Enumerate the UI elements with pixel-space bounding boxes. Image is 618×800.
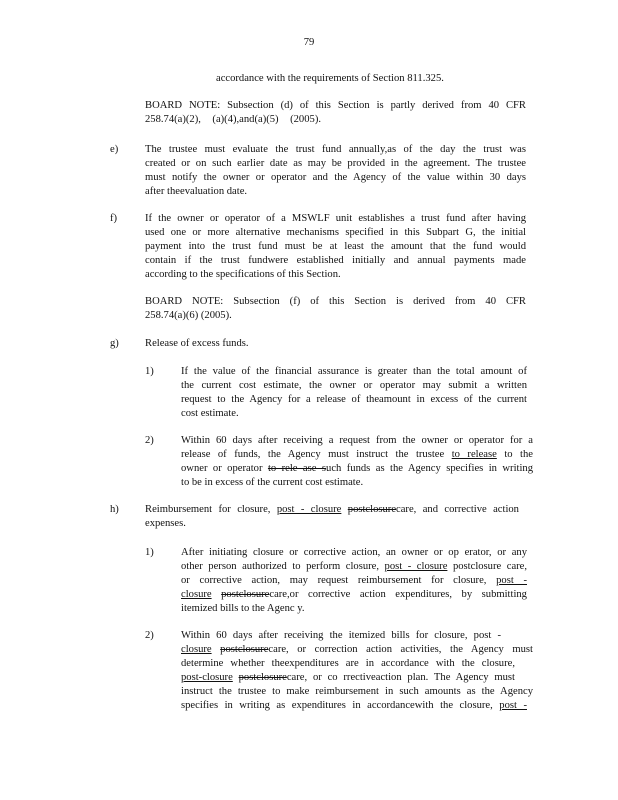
paragraph-line: request to the Agency for a release of theamount in excess of the current xyxy=(181,394,527,405)
paragraph-line: according to the specifications of this Section. xyxy=(145,269,341,280)
item-h2-text xyxy=(181,629,533,713)
item-g1-text xyxy=(181,365,527,421)
paragraph-line xyxy=(181,643,533,657)
deleted-text: postclosure xyxy=(347,504,397,515)
text-run: specifies in writing as expenditures in accordancewith the closure, xyxy=(181,700,493,711)
note-line: 258.74(a)(2), (a)(4),and(a)(5) (2005). xyxy=(145,114,321,125)
item-g-label: g) xyxy=(110,338,119,349)
inserted-text: closure xyxy=(181,644,212,655)
paragraph-line: to be in excess of the current cost estimate. xyxy=(181,477,364,488)
item-h1-label: 1) xyxy=(145,547,154,558)
paragraph-line: determine whether theexpenditures are in accordance with the closure, xyxy=(181,658,515,669)
text-run: care,or corrective action expenditures, by submitting xyxy=(269,589,527,600)
paragraph-line: cost estimate. xyxy=(181,408,239,419)
text-run: care, and corrective action xyxy=(396,504,519,515)
paragraph-line xyxy=(181,560,527,574)
item-e-text xyxy=(145,143,526,199)
item-g2-text xyxy=(181,434,533,490)
paragraph-line: The trustee must evaluate the trust fund annually,as of the day the trust was xyxy=(145,144,526,155)
text-run: other person authorized to perform closure, xyxy=(181,561,379,572)
text-run: to the xyxy=(504,449,533,460)
item-h2-label: 2) xyxy=(145,630,154,641)
continuation-line: accordance with the requirements of Section 811.325. xyxy=(216,73,444,84)
paragraph-line xyxy=(181,574,527,588)
page-number: 79 xyxy=(303,37,315,48)
paragraph-line: must notify the owner or operator and the Agency of the value within 30 days xyxy=(145,172,526,183)
paragraph-line xyxy=(145,503,519,517)
item-f-text xyxy=(145,212,526,282)
paragraph-line: the current cost estimate, the owner or operator may submit a written xyxy=(181,380,527,391)
item-h-label: h) xyxy=(110,504,119,515)
paragraph-line: after theevaluation date. xyxy=(145,186,248,197)
paragraph-line xyxy=(181,462,533,476)
board-note-f xyxy=(145,295,526,323)
text-run: Reimbursement for closure, xyxy=(145,504,271,515)
item-g-title xyxy=(145,337,345,351)
paragraph-line: Within 60 days after receiving a request from the owner or operator for a xyxy=(181,435,533,446)
paragraph-line: payment into the trust fund must be at least the amount that the fund would xyxy=(145,241,526,252)
paragraph-line: used one or more alternative mechanisms specified in this Subpart G, the initial xyxy=(145,227,526,238)
section-title: Release of excess funds. xyxy=(145,338,249,349)
paragraph-line: If the owner or operator of a MSWLF unit establishes a trust fund after having xyxy=(145,213,526,224)
inserted-text: post - closure xyxy=(384,561,448,572)
item-g1-label: 1) xyxy=(145,366,154,377)
paragraph-line: created or on such earlier date as may be provided in the agreement. The trustee xyxy=(145,158,526,169)
note-line: 258.74(a)(6) (2005). xyxy=(145,310,232,321)
item-f-label: f) xyxy=(110,213,118,224)
inserted-text: post - xyxy=(499,700,527,711)
text-run: owner or operator xyxy=(181,463,263,474)
paragraph-line: instruct the trustee to make reimbursement in such amounts as the Agency xyxy=(181,686,533,697)
paragraph-line: contain if the trust fundwere established initially and annual payments made xyxy=(145,255,526,266)
text-run: care, or co rrectiveaction plan. The Agency must xyxy=(286,672,515,683)
deleted-text: postclosure xyxy=(238,672,287,683)
deleted-text: to rele ase s xyxy=(267,463,327,474)
item-e-label: e) xyxy=(110,144,119,155)
item-h1-text xyxy=(181,546,527,616)
text-run: or corrective action, may request reimbursement for closure, xyxy=(181,575,487,586)
paragraph-line xyxy=(181,671,515,685)
text-run: release of funds, the Agency must instruct the trustee xyxy=(181,449,445,460)
deleted-text: postclosure xyxy=(221,589,270,600)
paragraph-line: If the value of the financial assurance is greater than the total amount of xyxy=(181,366,527,377)
deleted-text: postclosure xyxy=(220,644,269,655)
inserted-text: to release xyxy=(451,449,497,460)
inserted-text: closure xyxy=(181,589,212,600)
paragraph-line: itemized bills to the Agenc y. xyxy=(181,603,305,614)
text-run: care, or correction action activities, the Agency must xyxy=(268,644,534,655)
item-h-text xyxy=(145,503,519,531)
paragraph-line: Within 60 days after receiving the itemized bills for closure, post - xyxy=(181,630,501,641)
inserted-text: post-closure xyxy=(181,672,233,683)
paragraph-line: expenses. xyxy=(145,518,186,529)
paragraph-line xyxy=(181,588,527,602)
paragraph-line xyxy=(181,448,533,462)
item-g2-label: 2) xyxy=(145,435,154,446)
inserted-text: post - xyxy=(496,575,527,586)
board-note-d xyxy=(145,99,526,127)
text-run: uch funds as the Agency specifies in writing xyxy=(326,463,533,474)
inserted-text: post - closure xyxy=(276,504,342,515)
text-run: postclosure care, xyxy=(452,561,528,572)
continuation-text xyxy=(216,72,472,86)
note-line: BOARD NOTE: Subsection (d) of this Section is partly derived from 40 CFR xyxy=(145,100,526,111)
note-line: BOARD NOTE: Subsection (f) of this Section is derived from 40 CFR xyxy=(145,296,526,307)
paragraph-line xyxy=(181,699,527,713)
paragraph-line: After initiating closure or corrective action, an owner or op erator, or any xyxy=(181,547,527,558)
